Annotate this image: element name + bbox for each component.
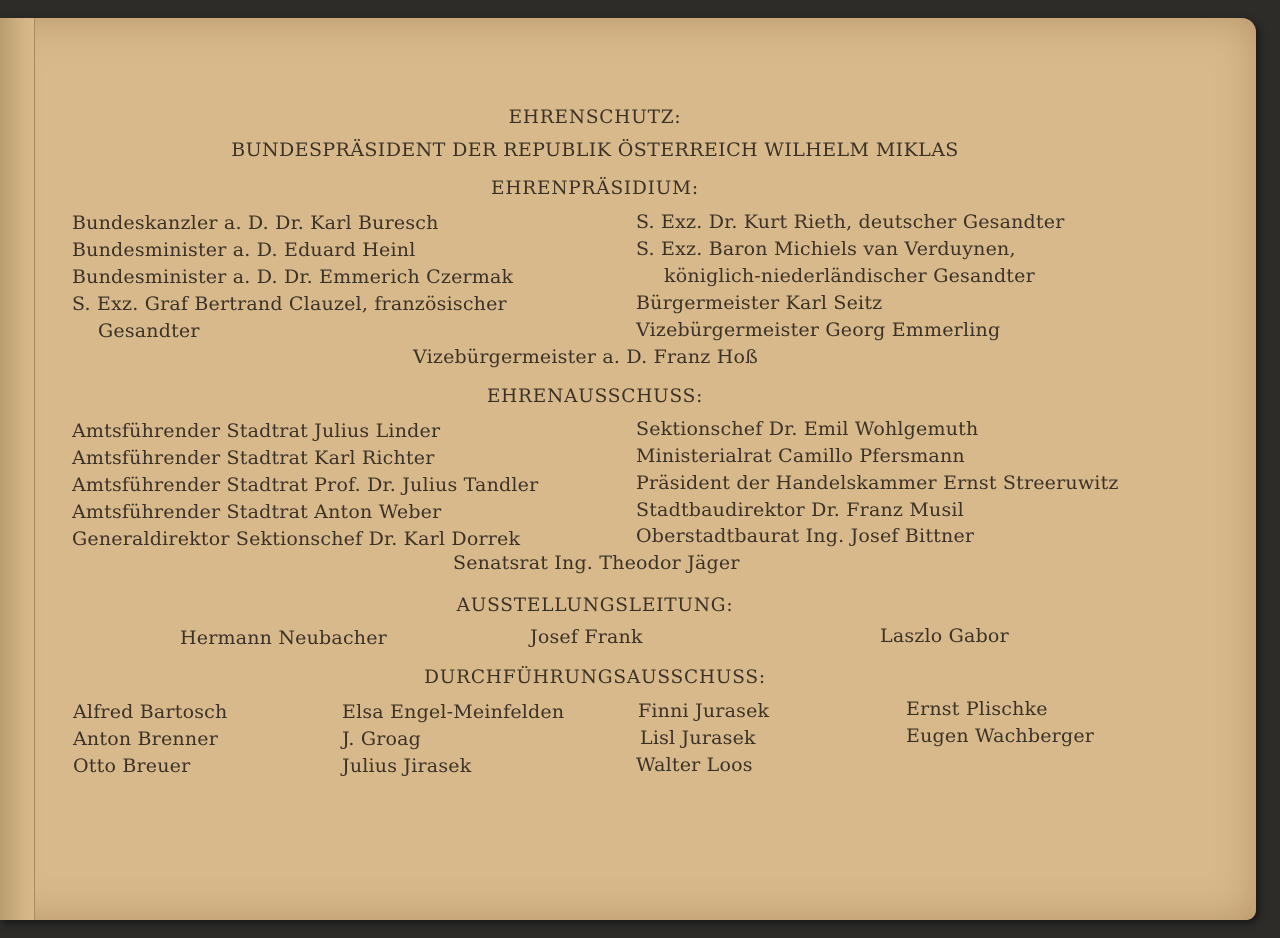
heading-ehrenausschuss: EHRENAUSSCHUSS: — [486, 386, 704, 407]
list-item: Vizebürgermeister Georg Emmerling — [636, 319, 1001, 341]
heading-ausstellungsleitung: AUSSTELLUNGSLEITUNG: — [456, 595, 734, 616]
list-item: Oberstadtbaurat Ing. Josef Bittner — [636, 525, 975, 547]
list-item: Ernst Plischke — [906, 698, 1048, 720]
list-item: Stadtbaudirektor Dr. Franz Musil — [636, 499, 964, 521]
list-item: Sektionschef Dr. Emil Wohlgemuth — [636, 418, 979, 440]
list-item: Alfred Bartosch — [73, 701, 228, 723]
list-item: Laszlo Gabor — [880, 625, 1009, 647]
list-item: S. Exz. Graf Bertrand Clauzel, französischer — [72, 293, 507, 315]
list-item: Amtsführender Stadtrat Anton Weber — [72, 501, 442, 523]
list-item: Generaldirektor Sektionschef Dr. Karl Dorrek — [72, 528, 521, 550]
list-item: Amtsführender Stadtrat Prof. Dr. Julius Tandler — [72, 474, 539, 496]
list-item: Anton Brenner — [73, 728, 218, 750]
list-item: Eugen Wachberger — [906, 725, 1095, 747]
list-item: Amtsführender Stadtrat Julius Linder — [72, 420, 441, 442]
list-item: Lisl Jurasek — [640, 727, 756, 749]
list-item: S. Exz. Dr. Kurt Rieth, deutscher Gesandter — [636, 211, 1065, 233]
list-item: königlich-niederländischer Gesandter — [664, 265, 1035, 287]
list-item: Bundeskanzler a. D. Dr. Karl Buresch — [72, 212, 439, 234]
list-item-centered: Vizebürgermeister a. D. Franz Hoß — [413, 346, 759, 368]
list-item: Otto Breuer — [73, 755, 191, 777]
list-item: Walter Loos — [636, 754, 753, 776]
list-item: J. Groag — [342, 728, 422, 750]
list-item: Hermann Neubacher — [180, 627, 387, 649]
program-page — [0, 18, 1256, 920]
heading-durchfuehrungsausschuss: DURCHFÜHRUNGSAUSSCHUSS: — [424, 667, 766, 688]
list-item: Elsa Engel-Meinfelden — [342, 701, 565, 723]
list-item: Finni Jurasek — [638, 700, 770, 722]
list-item: Gesandter — [98, 320, 200, 342]
list-item: Josef Frank — [530, 626, 643, 648]
list-item: Amtsführender Stadtrat Karl Richter — [72, 447, 435, 469]
list-item: Ministerialrat Camillo Pfersmann — [636, 445, 965, 467]
list-item: Bundesminister a. D. Eduard Heinl — [72, 239, 416, 261]
list-item: Präsident der Handelskammer Ernst Streeruwitz — [636, 472, 1119, 494]
list-item: Bürgermeister Karl Seitz — [636, 292, 883, 314]
ehrenschutz-line: BUNDESPRÄSIDENT DER REPUBLIK ÖSTERREICH WILHELM MIKLAS — [231, 139, 959, 161]
heading-ehrenschutz: EHRENSCHUTZ: — [508, 107, 682, 128]
list-item-centered: Senatsrat Ing. Theodor Jäger — [453, 552, 740, 574]
list-item: S. Exz. Baron Michiels van Verduynen, — [636, 238, 1016, 260]
heading-ehrenpraesidium: EHRENPRÄSIDIUM: — [491, 178, 699, 199]
list-item: Julius Jirasek — [342, 755, 472, 777]
list-item: Bundesminister a. D. Dr. Emmerich Czermak — [72, 266, 514, 288]
